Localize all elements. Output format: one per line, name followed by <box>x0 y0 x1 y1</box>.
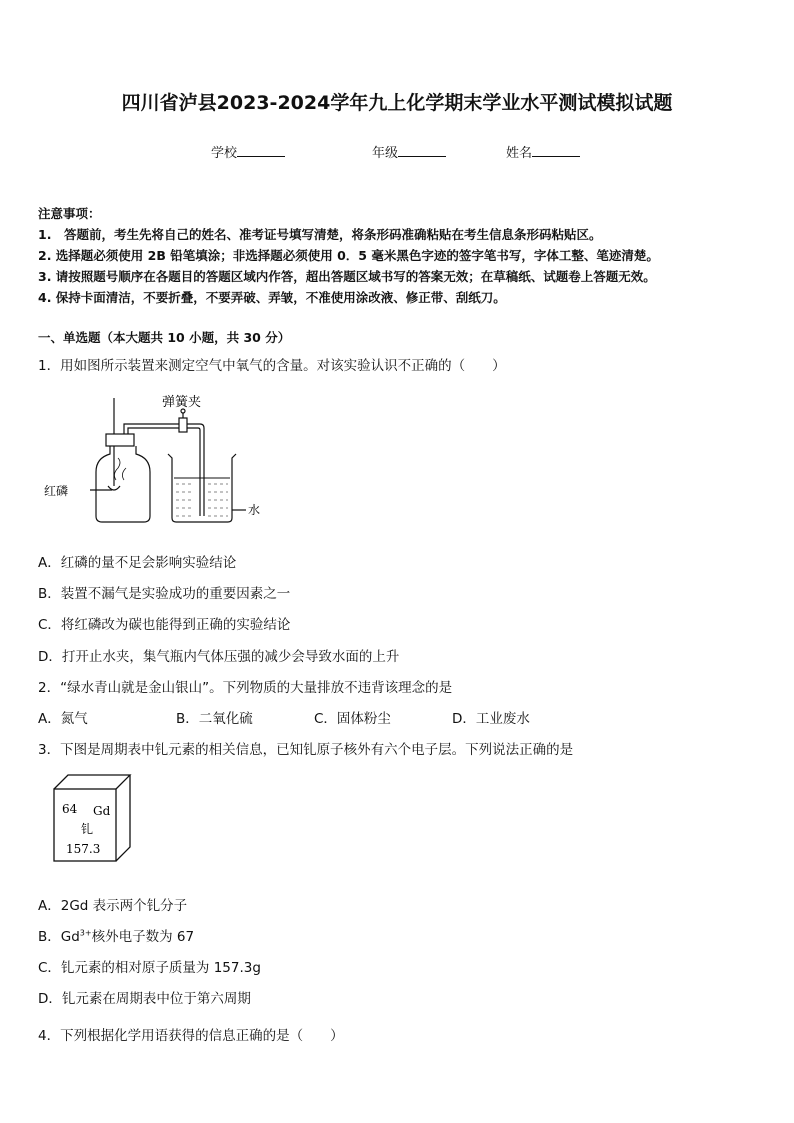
cell-side-face <box>116 775 130 861</box>
q1-option-a[interactable]: A．红磷的量不足会影响实验结论 <box>38 555 237 571</box>
connecting-tube <box>124 409 204 516</box>
clamp-label: 弹簧夹 <box>162 395 202 410</box>
question-2-stem: 2．“绿水青山就是金山银山”。下列物质的大量排放不违背该理念的是 <box>38 680 453 696</box>
q3-option-b-charge: 3+ <box>79 928 92 938</box>
section-heading: 一、单选题（本大题共 10 小题，共 30 分） <box>38 330 291 345</box>
q3-option-c[interactable]: C．钆元素的相对原子质量为 157.3g <box>38 960 261 976</box>
grade-blank[interactable] <box>398 144 446 157</box>
q2-option-c[interactable]: C．固体粉尘 <box>314 711 391 727</box>
q3-option-a[interactable]: A．2Gd 表示两个钆分子 <box>38 898 188 914</box>
water-label: 水 <box>248 503 261 517</box>
school-label: 学校 <box>211 146 238 161</box>
q3-option-b-pre: B．Gd <box>38 929 80 945</box>
q1-option-c[interactable]: C．将红磷改为碳也能得到正确的实验结论 <box>38 617 291 633</box>
name-label: 姓名 <box>506 146 533 161</box>
note-item: 1. 答题前，考生先将自己的姓名、准考证号填写清楚，将条形码准确粘贴在考生信息条形码粘贴区。 <box>38 227 602 242</box>
flame-smoke <box>114 458 120 480</box>
q2-option-a[interactable]: A．氮气 <box>38 711 88 727</box>
q1-option-d[interactable]: D．打开止水夹，集气瓶内气体压强的减少会导致水面的上升 <box>38 649 400 665</box>
q3-option-b[interactable] <box>38 925 194 945</box>
name-field <box>506 142 580 161</box>
question-4-stem: 4．下列根据化学用语获得的信息正确的是（ ） <box>38 1028 344 1044</box>
periodic-table-cell <box>52 773 132 863</box>
note-item: 2. 选择题必须使用 2B 铅笔填涂；非选择题必须使用 0．5 毫米黑色字迹的签字笔书写，字体工整、笔迹清楚。 <box>38 248 659 263</box>
notes-block <box>38 203 659 308</box>
name-blank[interactable] <box>532 144 580 157</box>
element-name: 钆 <box>81 822 94 836</box>
note-item: 3. 请按照题号顺序在各题目的答题区域内作答，超出答题区域书写的答案无效；在草稿纸、试题卷上答题无效。 <box>38 269 656 284</box>
gas-bottle <box>90 398 150 522</box>
page-title: 四川省泸县2023-2024学年九上化学期末学业水平测试模拟试题 <box>121 92 673 114</box>
phosphorus-label: 红磷 <box>44 484 69 498</box>
water-hatching <box>176 484 228 516</box>
atomic-number: 64 <box>62 802 78 816</box>
q2-option-d[interactable]: D．工业废水 <box>452 711 530 727</box>
question-3-stem: 3．下图是周期表中钆元素的相关信息，已知钆原子核外有六个电子层。下列说法正确的是 <box>38 742 574 758</box>
note-item: 4. 保持卡面清洁，不要折叠，不要弄破、弄皱，不准使用涂改液、修正带、刮纸刀。 <box>38 290 506 305</box>
combustion-spoon <box>108 486 120 490</box>
spring-clamp <box>179 418 187 432</box>
water-beaker <box>168 454 246 522</box>
q3-option-d[interactable]: D．钆元素在周期表中位于第六周期 <box>38 991 251 1007</box>
notes-heading: 注意事项： <box>38 206 101 221</box>
school-blank[interactable] <box>237 144 285 157</box>
q2-option-b[interactable]: B．二氧化硫 <box>176 711 253 727</box>
question-1-stem: 1．用如图所示装置来测定空气中氧气的含量。对该实验认识不正确的（ ） <box>38 358 506 374</box>
oxygen-experiment-diagram <box>40 388 280 528</box>
cell-top-face <box>54 775 130 789</box>
grade-field <box>372 142 446 161</box>
atomic-mass: 157.3 <box>66 842 101 856</box>
q3-option-b-post: 核外电子数为 67 <box>91 929 195 945</box>
school-field <box>211 142 285 161</box>
element-symbol: Gd <box>93 804 111 818</box>
grade-label: 年级 <box>372 146 399 161</box>
q1-option-b[interactable]: B．装置不漏气是实验成功的重要因素之一 <box>38 586 291 602</box>
bottle-stopper <box>106 434 134 446</box>
